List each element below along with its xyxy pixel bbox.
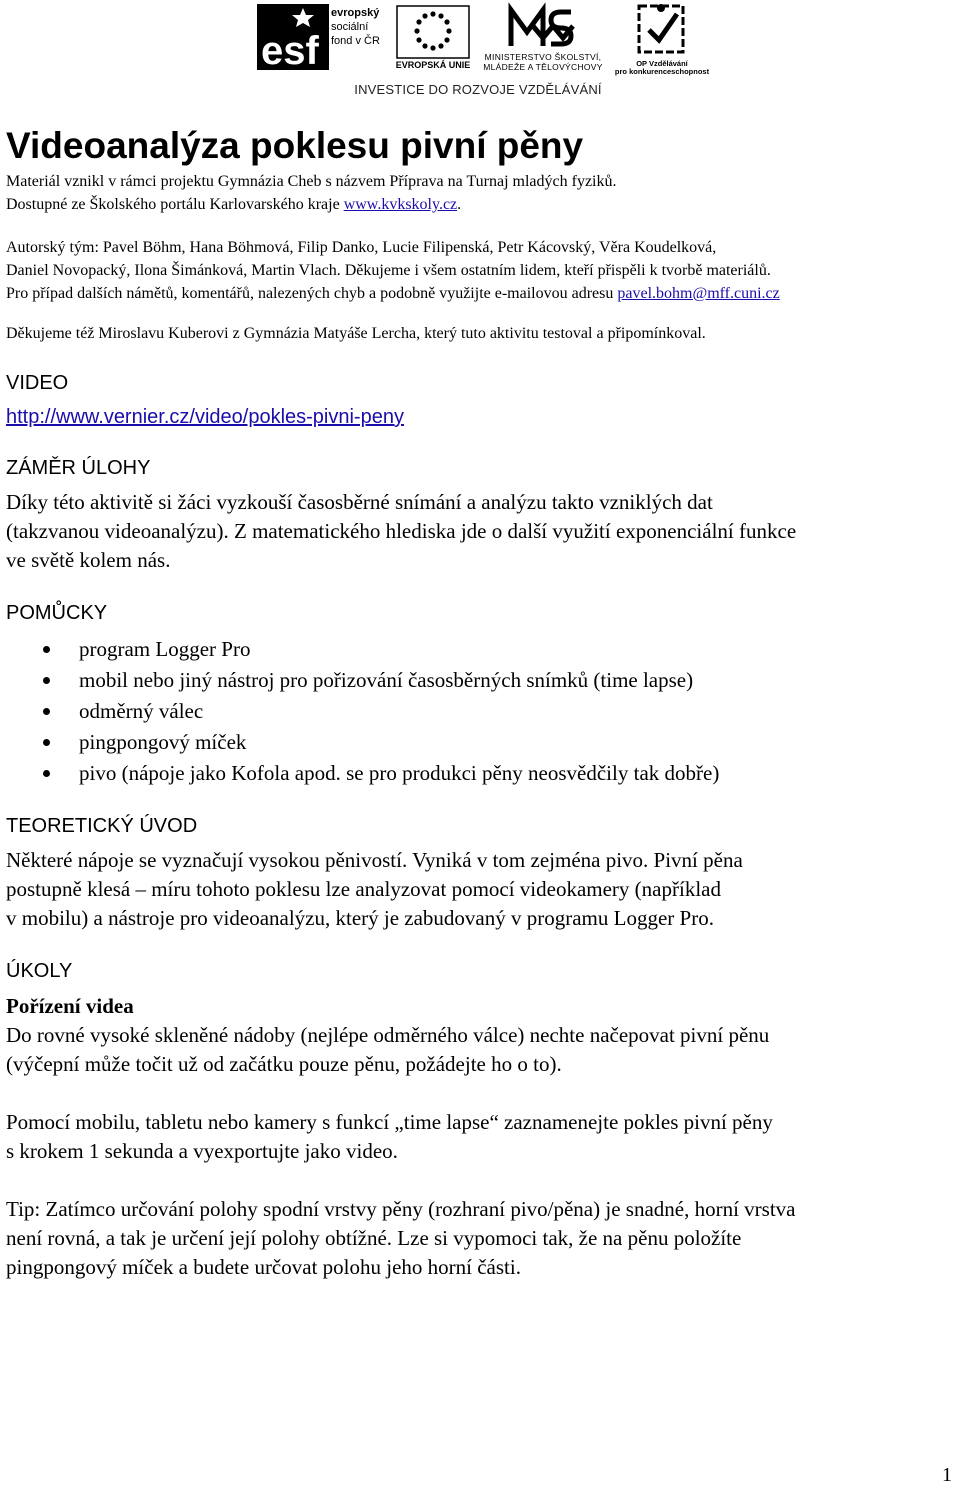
authors-line-3 (6, 282, 780, 305)
esf-word-3: fond v ČR (331, 35, 380, 47)
teorie-line-2: postupně klesá – míru tohoto poklesu lze analyzovat pomocí videokamery (například (6, 877, 721, 901)
investice-slogan: INVESTICE DO ROZVOJE VZDĚLÁVÁNÍ (354, 82, 602, 97)
list-item: pingpongový míček (0, 727, 719, 758)
list-item: program Logger Pro (0, 634, 719, 665)
msmt-line-2: MLÁDEŽE A TĚLOVÝCHOVY (483, 62, 603, 72)
ukoly-subheading: Pořízení videa (6, 994, 134, 1018)
bullet-icon (43, 677, 50, 684)
logo-banner (253, 2, 710, 98)
video-heading: VIDEO (6, 372, 69, 394)
zamer-heading: ZÁMĚR ÚLOHY (6, 457, 151, 479)
zamer-line-1: Díky této aktivitě si žáci vyzkouší časosběrné snímání a analýzu takto vzniklých dat (6, 490, 713, 514)
pomucky-heading: POMŮCKY (6, 602, 108, 624)
page-title: Videoanalýza poklesu pivní pěny (6, 125, 584, 166)
zamer-line-2: (takzvanou videoanalýzu). Z matematického hlediska jde o další využití exponenciální funkce (6, 519, 797, 543)
intro-period: . (457, 196, 462, 213)
authors-line-1: Autorský tým: Pavel Böhm, Hana Böhmová, Filip Danko, Lucie Filipenská, Petr Kácovský, Věra Koudelková, (6, 239, 717, 256)
teorie-line-3: v mobilu) a nástroje pro videoanalýzu, který je zabudovaný v programu Logger Pro. (6, 906, 714, 930)
kvkskoly-link[interactable]: www.kvkskoly.cz (343, 196, 458, 213)
bullet-icon (43, 708, 50, 715)
page-number: 1 (942, 1464, 952, 1486)
ukoly-p1-line-1: Do rovné vysoké skleněné nádoby (nejlépe odměrného válce) nechte načepovat pivní pěnu (6, 1023, 770, 1047)
ukoly-p1-line-2: (výčepní může točit už od začátku pouze pěnu, požádejte ho o to). (6, 1052, 562, 1076)
esf-word-1: evropský (331, 7, 380, 19)
intro-line-2 (6, 193, 461, 216)
ukoly-p3-line-2: není rovná, a tak je určení její polohy obtížné. Lze si vypomoci tak, že na pěnu položíte (6, 1226, 742, 1250)
svg-text:esf: esf (261, 29, 319, 70)
pomucky-list (0, 634, 719, 789)
esf-word-2: sociální (331, 21, 369, 33)
list-item: mobil nebo jiný nástroj pro pořizování časosběrných snímků (time lapse) (0, 665, 719, 696)
teorie-heading: TEORETICKÝ ÚVOD (6, 815, 198, 837)
eu-label: EVROPSKÁ UNIE (395, 60, 471, 70)
bullet-icon (43, 646, 50, 653)
contact-text: Pro případ dalších námětů, komentářů, nalezených chyb a podobně využijte e-mailovou adresu (6, 285, 618, 302)
zamer-line-3: ve světě kolem nás. (6, 548, 171, 572)
list-item: odměrný válec (0, 696, 719, 727)
authors-line-2: Daniel Novopacký, Ilona Šimánková, Martin Vlach. Děkujeme i všem ostatním lidem, kteří přispěli k tvorbě materiálů. (6, 262, 771, 279)
bullet-icon (43, 739, 50, 746)
ukoly-heading: ÚKOLY (6, 960, 73, 982)
email-link[interactable]: pavel.bohm@mff.cuni.cz (617, 285, 780, 302)
ukoly-p3-line-1: Tip: Zatímco určování polohy spodní vrstvy pěny (rozhraní pivo/pěna) je snadné, horní vrstva (6, 1197, 796, 1221)
msmt-line-1: MINISTERSTVO ŠKOLSTVÍ, (484, 52, 602, 62)
intro-source-text: Dostupné ze Školského portálu Karlovarského kraje (6, 196, 344, 213)
ukoly-p2-line-2: s krokem 1 sekunda a vyexportujte jako video. (6, 1139, 398, 1163)
teorie-line-1: Některé nápoje se vyznačují vysokou pěnivostí. Vyniká v tom zejména pivo. Pivní pěna (6, 848, 743, 872)
intro-line-1: Materiál vznikl v rámci projektu Gymnázia Cheb s názvem Příprava na Turnaj mladých fyziků. (6, 173, 617, 190)
op-line-2: pro konkurenceschopnost (614, 67, 710, 76)
thanks-line: Děkujeme též Miroslavu Kuberovi z Gymnázia Matyáše Lercha, který tuto aktivitu testoval a připomínkoval. (6, 325, 706, 342)
ukoly-p3-line-3: pingpongový míček a budete určovat polohu jeho horní části. (6, 1255, 521, 1279)
op-line-1: OP Vzdělávání (636, 59, 688, 68)
bullet-icon (43, 770, 50, 777)
list-item: pivo (nápoje jako Kofola apod. se pro produkci pěny neosvědčily tak dobře) (0, 758, 719, 789)
ukoly-p2-line-1: Pomocí mobilu, tabletu nebo kamery s funkcí „time lapse“ zaznamenejte pokles pivní pěny (6, 1110, 773, 1134)
video-link[interactable]: http://www.vernier.cz/video/pokles-pivni-peny (6, 406, 404, 428)
